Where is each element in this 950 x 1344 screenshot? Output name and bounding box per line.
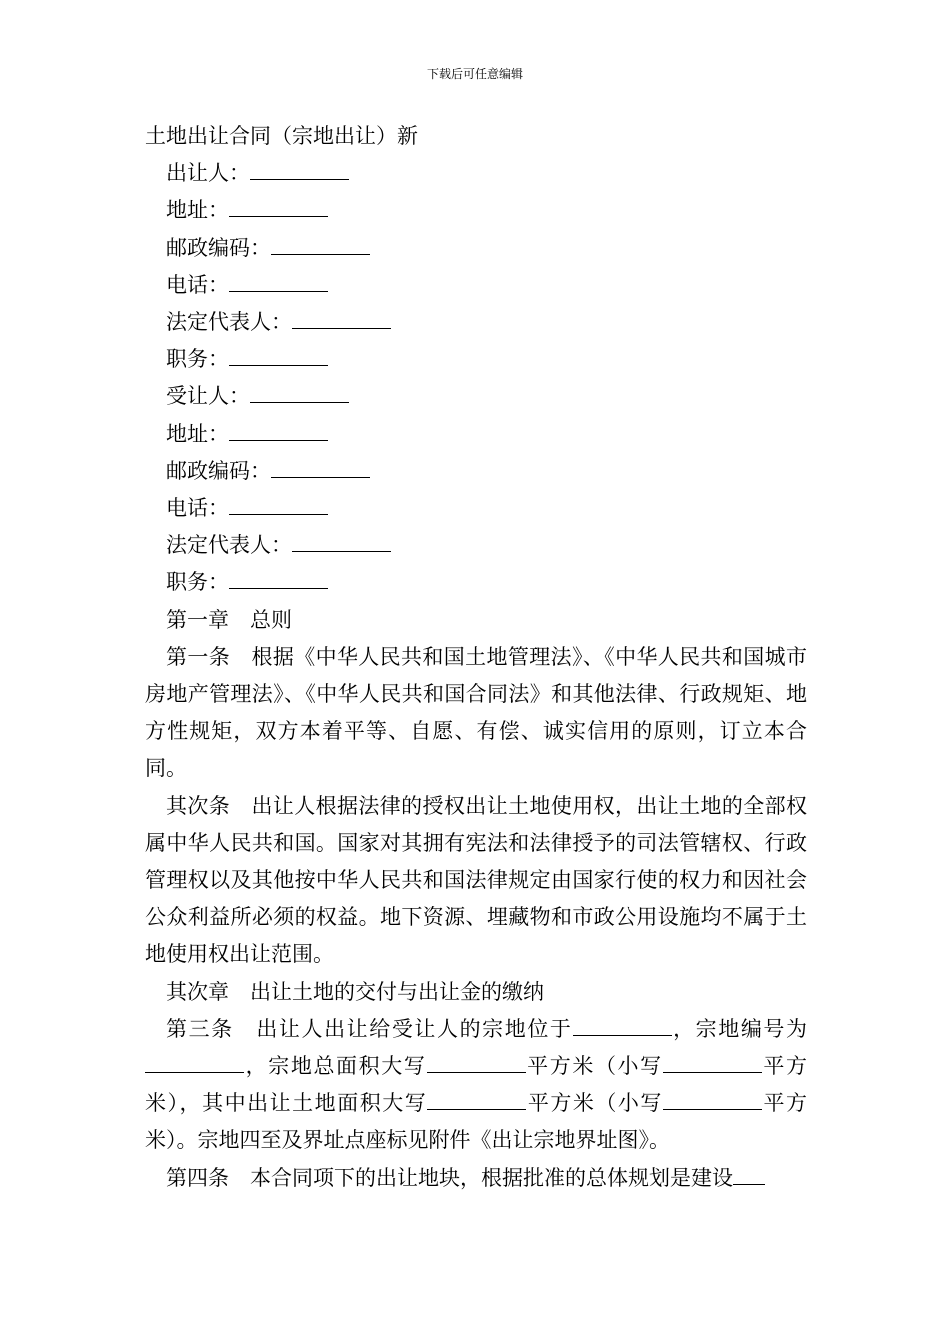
chapter-1-heading bbox=[145, 602, 807, 639]
article-text: 平方米（小写 bbox=[525, 1054, 663, 1079]
article-3 bbox=[145, 1011, 807, 1160]
field-label: 地址： bbox=[166, 198, 229, 223]
field-assignor-phone bbox=[145, 267, 807, 304]
field-assignee-legal-rep bbox=[145, 527, 807, 564]
field-assignee bbox=[145, 378, 807, 415]
blank-line bbox=[229, 418, 328, 441]
blank-line bbox=[663, 1050, 762, 1073]
article-text: 平方米），其中出让土地面积大写 bbox=[145, 1054, 808, 1116]
field-label: 地址： bbox=[166, 421, 229, 446]
blank-line bbox=[292, 306, 391, 329]
blank-line bbox=[229, 194, 328, 217]
blank-line bbox=[271, 455, 370, 478]
blank-line bbox=[271, 232, 370, 255]
field-assignor bbox=[145, 155, 807, 192]
blank-line bbox=[229, 492, 328, 515]
blank-line bbox=[229, 343, 328, 366]
document-body bbox=[145, 118, 807, 1197]
field-assignor-legal-rep bbox=[145, 304, 807, 341]
article-text: 根据《中华人民共和国土地管理法》、《中华人民共和国城市房地产管理法》、《中华人民共和国合同法》和其他法律、行政规矩、地方性规矩，双方本着平等、自愿、有偿、诚实信用的原则，订立本合同。 bbox=[145, 644, 808, 781]
field-assignee-postcode bbox=[145, 453, 807, 490]
blank-line bbox=[145, 1050, 244, 1073]
blank-line bbox=[250, 157, 349, 180]
field-label: 受让人： bbox=[166, 384, 250, 409]
article-text: 平方米（小写 bbox=[526, 1091, 663, 1116]
field-label: 电话： bbox=[166, 496, 229, 521]
article-1 bbox=[145, 639, 807, 788]
field-assignee-address bbox=[145, 416, 807, 453]
blank-line bbox=[733, 1162, 765, 1185]
field-assignor-position bbox=[145, 341, 807, 378]
document-title: 土地出让合同（宗地出让）新 bbox=[145, 124, 418, 148]
article-number: 其次条 bbox=[166, 793, 231, 818]
chapter-number: 其次章 bbox=[166, 979, 229, 1004]
field-assignee-position bbox=[145, 564, 807, 601]
field-assignor-postcode bbox=[145, 230, 807, 267]
blank-line bbox=[427, 1050, 526, 1073]
chapter-name: 总则 bbox=[250, 607, 292, 632]
article-text: ，宗地编号为 bbox=[671, 1016, 807, 1041]
field-label: 邮政编码： bbox=[166, 235, 271, 260]
field-assignee-phone bbox=[145, 490, 807, 527]
field-label: 法定代表人： bbox=[166, 310, 292, 335]
chapter-2-heading bbox=[145, 974, 807, 1011]
blank-line bbox=[573, 1013, 672, 1036]
chapter-name: 出让土地的交付与出让金的缴纳 bbox=[250, 979, 544, 1004]
field-label: 邮政编码： bbox=[166, 458, 271, 483]
article-text: ，宗地总面积大写 bbox=[244, 1054, 427, 1079]
page-header-note: 下载后可任意编辑 bbox=[426, 67, 523, 81]
article-text: 出让人出让给受让人的宗地位于 bbox=[254, 1016, 573, 1041]
chapter-number: 第一章 bbox=[166, 607, 229, 632]
article-text: 本合同项下的出让地块，根据批准的总体规划是建设 bbox=[250, 1165, 733, 1190]
field-label: 法定代表人： bbox=[166, 533, 292, 558]
article-number: 第三条 bbox=[166, 1016, 234, 1041]
field-label: 电话： bbox=[166, 272, 229, 297]
field-label: 职务： bbox=[166, 570, 229, 595]
field-label: 出让人： bbox=[166, 161, 250, 186]
blank-line bbox=[229, 566, 328, 589]
blank-line bbox=[292, 529, 391, 552]
blank-line bbox=[427, 1087, 526, 1110]
article-text: 平方米）。宗地四至及界址点座标见附件《出让宗地界址图》。 bbox=[145, 1091, 808, 1153]
article-number: 第四条 bbox=[166, 1165, 229, 1190]
field-label: 职务： bbox=[166, 347, 229, 372]
field-assignor-address bbox=[145, 192, 807, 229]
article-4 bbox=[145, 1160, 807, 1197]
blank-line bbox=[250, 380, 349, 403]
blank-line bbox=[229, 269, 328, 292]
article-2 bbox=[145, 788, 807, 974]
blank-line bbox=[663, 1087, 762, 1110]
article-text: 出让人根据法律的授权出让土地使用权，出让土地的全部权属中华人民共和国。国家对其拥有宪法和法律授予的司法管辖权、行政管理权以及其他按中华人民共和国法律规定由国家行使的权力和因社会公众利益所必须的权益。地下资源、埋藏物和市政公用设施均不属于土地使用权出让范围。 bbox=[145, 793, 808, 967]
article-number: 第一条 bbox=[166, 644, 231, 669]
